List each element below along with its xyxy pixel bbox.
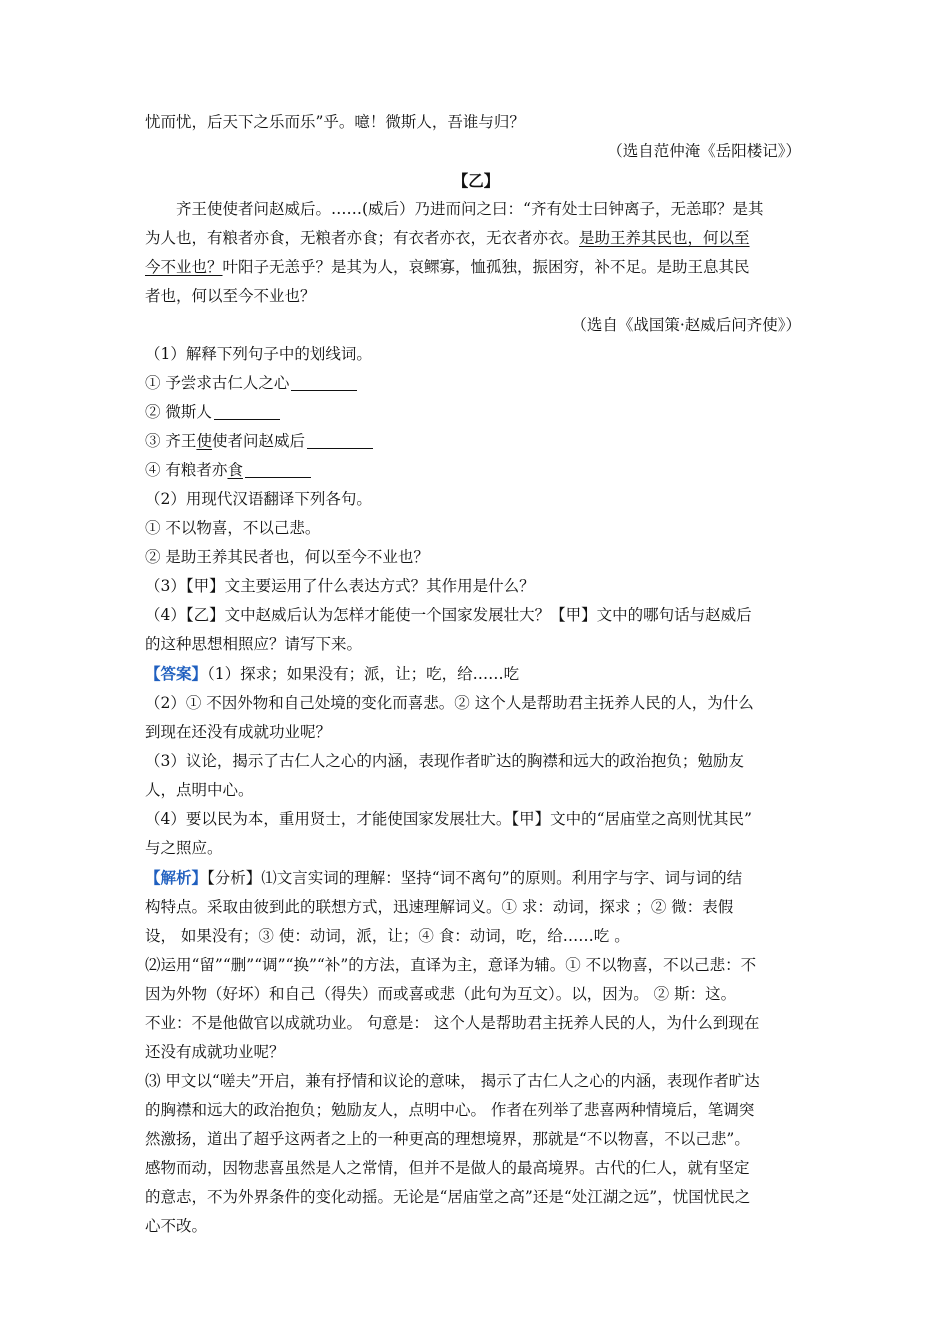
underlined-word: 食: [227, 461, 243, 479]
analysis-line-5: 因为外物（好坏）和自己（得失）而或喜或悲（此句为互文）。以，因为。 ② 斯：这。: [145, 985, 737, 1003]
jia-text-tail: 忧而忧，后天下之乐而乐”乎。噫！微斯人，吾谁与归？: [145, 113, 525, 131]
answer-line-4: （3）议论，揭示了古仁人之心的内涵，表现作者旷达的胸襟和远大的政治抱负；勉励友: [145, 752, 744, 770]
analysis-line-10: 然激扬，道出了超乎这两者之上的一种更高的理想境界，那就是“不以物喜，不以己悲”。: [145, 1130, 750, 1148]
underlined-word: 使: [196, 432, 212, 450]
analysis-line-6: 不业：不是他做官以成就功业。 句意是： 这个人是帮助君主抚养人民的人，为什么到现在: [145, 1014, 760, 1032]
answer-line-5: 人，点明中心。: [145, 781, 254, 799]
document-page: [145, 108, 807, 1241]
analysis-line-7: 还没有成就功业呢？: [145, 1043, 285, 1061]
answer-blank: [291, 375, 357, 392]
analysis-tag: 【解析】: [145, 868, 208, 887]
answer-line-2: （2）① 不因外物和自己处境的变化而喜悲。② 这个人是帮助君主抚养人民的人，为什么: [145, 694, 754, 712]
answer-blank: [307, 433, 373, 450]
question-1-title: （1）解释下列句子中的划线词。: [145, 345, 372, 363]
yi-source: （选自《战国策·赵威后问齐使》）: [571, 316, 801, 334]
analysis-line-3: 设， 如果没有；③ 使：动词，派，让；④ 食：动词，吃，给……吃 。: [145, 927, 630, 945]
underlined-sentence-end: 今不业也？: [145, 258, 223, 276]
yi-heading: 【乙】: [452, 171, 500, 190]
jia-source: （选自范仲淹《岳阳楼记》）: [607, 142, 801, 160]
yi-line-2: 为人也，有粮者亦食，无粮者亦食；有衣者亦衣，无衣者亦衣。是助王养其民也，何以至: [145, 229, 750, 247]
analysis-line-8: ⑶ 甲文以“嗟夫”开启，兼有抒情和议论的意味， 揭示了古仁人之心的内涵，表现作者旷达: [145, 1072, 760, 1090]
question-4-line-2: 的这种思想相照应？请写下来。: [145, 635, 363, 653]
question-2-item-2: ② 是助王养其民者也，何以至今不业也？: [145, 548, 429, 566]
question-3: （3）【甲】文主要运用了什么表达方式？其作用是什么？: [145, 577, 535, 595]
analysis-line-4: ⑵运用“留”“删”“调”“换”“补”的方法，直译为主，意译为辅。① 不以物喜，不以己悲：不: [145, 956, 757, 974]
yi-line-4: 者也，何以至今不业也？: [145, 287, 316, 305]
analysis-line-1: 【解析】【分析】⑴文言实词的理解：坚持“词不离句”的原则。利用字与字、词与词的结: [145, 868, 743, 887]
yi-line-3: 今不业也？叶阳子无恙乎？是其为人，哀鳏寡，恤孤独，振困穷，补不足。是助王息其民: [145, 258, 750, 276]
underlined-sentence: 是助王养其民也，何以至: [579, 229, 750, 247]
question-2-item-1: ① 不以物喜，不以己悲。: [145, 519, 321, 537]
answer-blank: [214, 404, 280, 421]
analysis-line-11: 感物而动，因物悲喜虽然是人之常情，但并不是做人的最高境界。古代的仁人，就有坚定: [145, 1159, 750, 1177]
answer-line-7: 与之照应。: [145, 839, 223, 857]
question-1-item-3: ③ 齐王使使者问赵威后: [145, 427, 807, 456]
analysis-line-9: 的胸襟和远大的政治抱负；勉励友人，点明中心。 作者在列举了悲喜两种情境后，笔调突: [145, 1101, 755, 1119]
question-1-item-1: ① 予尝求古仁人之心: [145, 369, 807, 398]
analysis-line-2: 构特点。采取由彼到此的联想方式，迅速理解词义。① 求：动词，探求 ；② 微：表假: [145, 898, 734, 916]
answer-line-3: 到现在还没有成就功业呢？: [145, 723, 332, 741]
question-4-line-1: （4）【乙】文中赵威后认为怎样才能使一个国家发展壮大？【甲】文中的哪句话与赵威后: [145, 606, 752, 624]
question-1-item-2: ② 微斯人: [145, 398, 807, 427]
analysis-line-12: 的意志，不为外界条件的变化动摇。无论是“居庙堂之高”还是“处江湖之远”，忧国忧民之: [145, 1188, 751, 1206]
answer-blank: [245, 462, 311, 479]
answer-line-6: （4）要以民为本，重用贤士，才能使国家发展壮大。【甲】文中的“居庙堂之高则忧其民”: [145, 810, 752, 828]
answer-line-1: 【答案】（1）探求；如果没有；派，让；吃，给……吃: [145, 664, 520, 683]
answer-tag: 【答案】: [145, 664, 208, 683]
yi-line-1: 齐王使使者问赵威后。……(威后）乃进而问之曰：“齐有处士曰钟离子，无恙耶？是其: [176, 200, 764, 218]
question-2-title: （2）用现代汉语翻译下列各句。: [145, 490, 372, 508]
question-1-item-4: ④ 有粮者亦食: [145, 456, 807, 485]
analysis-line-13: 心不改。: [145, 1217, 208, 1235]
